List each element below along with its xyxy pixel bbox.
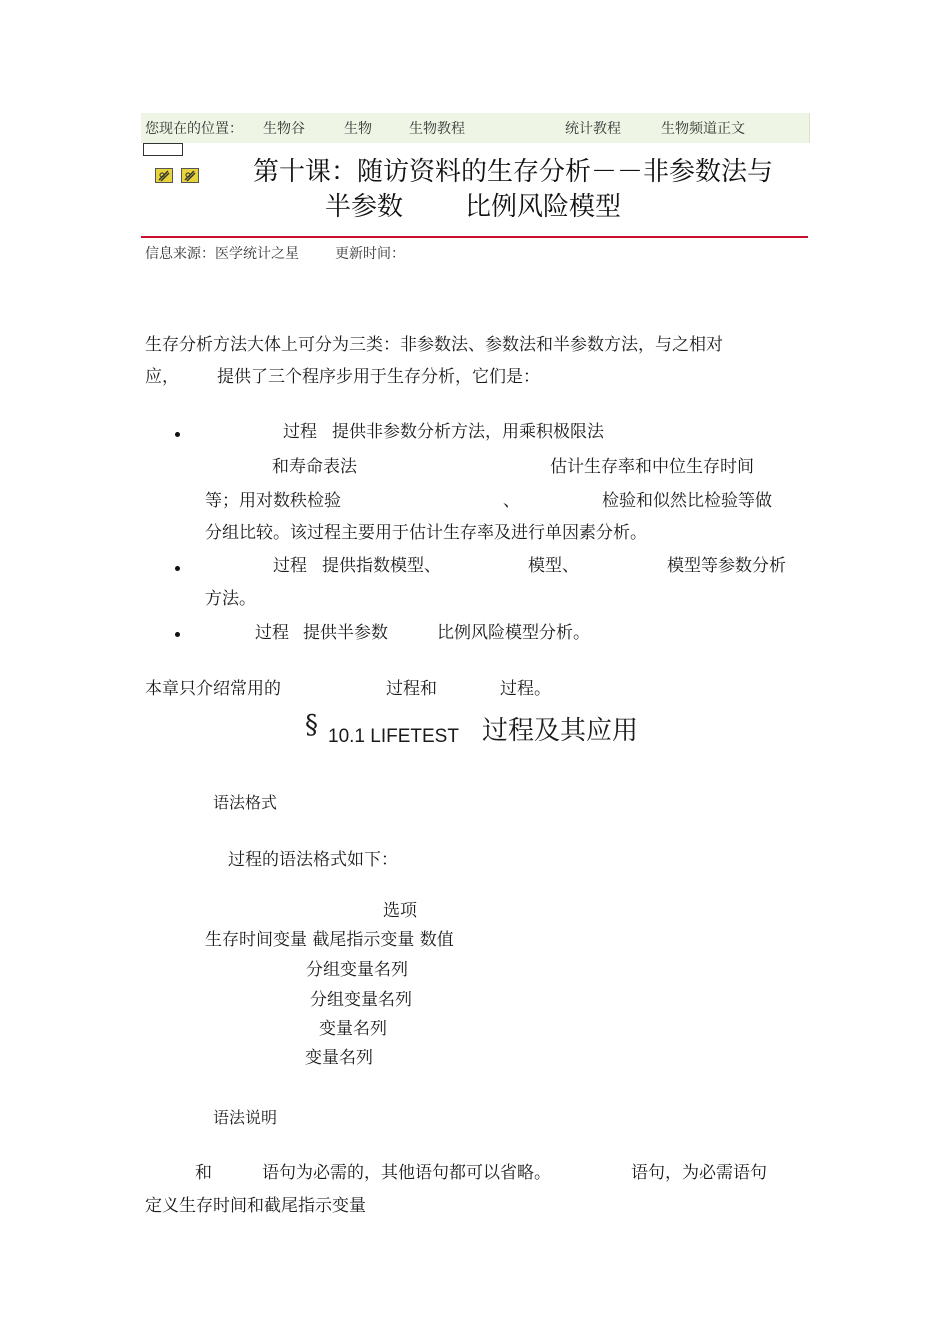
b2-l1c: 模型、 (528, 556, 579, 576)
article-title-line2a: 半参数 (325, 192, 404, 222)
updated-label: 更新时间： (335, 246, 405, 262)
b1-l2b: 估计生存率和中位生存时间 (550, 457, 754, 477)
bullet-dot (175, 632, 180, 637)
article-title-line1: 第十课：随访资料的生存分析－－非参数法与 (253, 157, 774, 187)
breadcrumb-link-channel-article[interactable]: 生物频道正文 (661, 121, 745, 137)
breadcrumb-link-shengwugu[interactable]: 生物谷 (263, 121, 305, 137)
b2-l1d: 模型等参数分析 (667, 556, 786, 576)
b2-l1b: 提供指数模型、 (322, 556, 441, 576)
breadcrumb-prefix: 您现在的位置： (145, 121, 243, 137)
bullet-dot (175, 566, 180, 571)
syntax-strata2: 分组变量名列 (310, 990, 412, 1010)
email-icon[interactable] (181, 168, 199, 183)
b1-l4: 分组比较。该过程主要用于估计生存率及进行单因素分析。 (205, 523, 647, 543)
syntax-intro: 过程的语法格式如下： (228, 850, 398, 870)
b1-l2a: 和寿命表法 (272, 457, 357, 477)
print-icon[interactable] (155, 168, 173, 183)
intro-line1: 生存分析方法大体上可分为三类：非参数法、参数法和半参数方法，与之相对 (145, 335, 723, 355)
syntax-time-line: 生存时间变量 截尾指示变量 数值 (205, 930, 454, 950)
chapter-note-b: 过程和 (386, 679, 437, 699)
breadcrumb-link-shengwu[interactable]: 生物 (344, 121, 372, 137)
b1-l1b: 提供非参数分析方法，用乘积极限法 (332, 422, 604, 442)
b2-l1a: 过程 (273, 556, 307, 576)
section-symbol: § (305, 710, 318, 740)
b1-l1a: 过程 (283, 422, 317, 442)
syntax-heading: 语法格式 (213, 793, 278, 812)
chapter-note-a: 本章只介绍常用的 (145, 679, 281, 699)
placeholder-box (143, 143, 183, 156)
b1-l3b: 、 (503, 491, 520, 511)
b2-l2: 方法。 (205, 589, 256, 609)
breadcrumb-link-tutorial[interactable]: 生物教程 (409, 121, 465, 137)
b1-l3c: 检验和似然比检验等做 (602, 491, 772, 511)
syntax-var2: 变量名列 (305, 1048, 373, 1068)
syntax-notes-heading: 语法说明 (213, 1108, 278, 1127)
b1-l3a: 等；用对数秩检验 (205, 491, 341, 511)
syntax-var1: 变量名列 (319, 1019, 387, 1039)
intro-line2b: 提供了三个程序步用于生存分析，它们是： (217, 367, 540, 387)
bullet-dot (175, 432, 180, 437)
syntax-strata1: 分组变量名列 (306, 960, 408, 980)
title-divider (141, 236, 808, 238)
article-title-line2b: 比例风险模型 (465, 192, 622, 222)
breadcrumb-link-stats-tutorial[interactable]: 统计教程 (565, 121, 621, 137)
b3-l1b: 提供半参数 (303, 623, 388, 643)
breadcrumb (141, 113, 810, 143)
section-title: 过程及其应用 (482, 716, 639, 746)
intro-line2a: 应， (145, 367, 179, 387)
chapter-note-c: 过程。 (500, 679, 551, 699)
notes-l1c: 语句，为必需语句 (631, 1163, 767, 1183)
notes-l1b: 语句为必需的，其他语句都可以省略。 (262, 1163, 551, 1183)
notes-l2: 定义生存时间和截尾指示变量 (145, 1196, 366, 1216)
syntax-option: 选项 (383, 901, 417, 921)
source-label: 信息来源：医学统计之星 (145, 246, 299, 262)
section-number: 10.1 LIFETEST (328, 726, 459, 747)
notes-l1a: 和 (195, 1163, 212, 1183)
b3-l1c: 比例风险模型分析。 (437, 623, 590, 643)
b3-l1a: 过程 (255, 623, 289, 643)
